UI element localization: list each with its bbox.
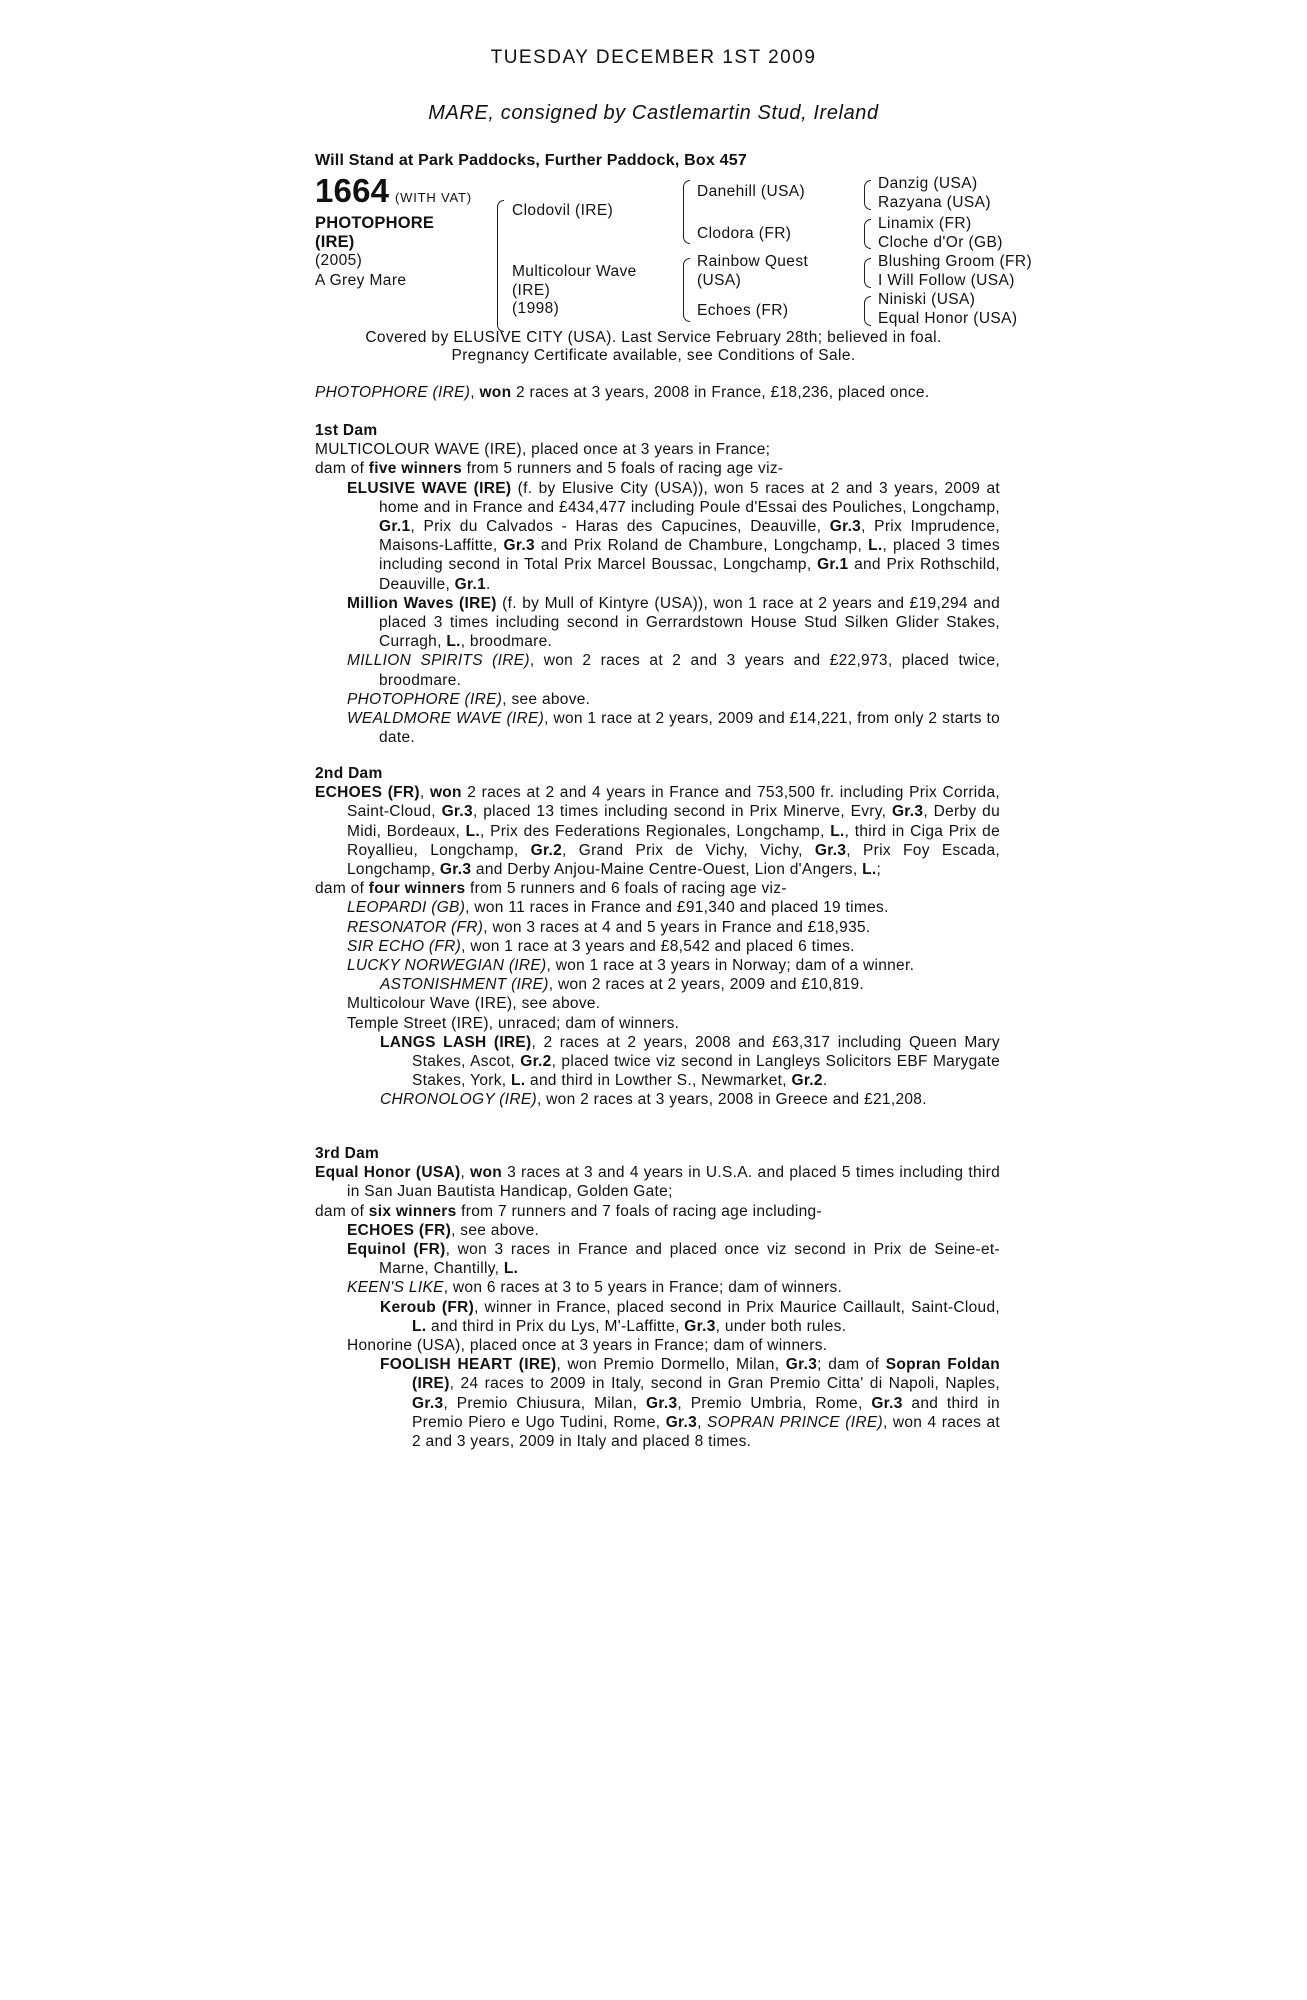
third-dam-heading: 3rd Dam: [315, 1145, 380, 1162]
pedigree-brace-3b: [864, 219, 871, 249]
produce-entry: CHRONOLOGY (IRE), won 2 races at 3 years, 2008 in Greece and £21,208.: [380, 1091, 927, 1109]
pregnancy-line: Pregnancy Certificate available, see Conditions of Sale.: [451, 347, 856, 364]
lot-number: 1664: [315, 172, 390, 209]
produce-entry: LANGS LASH (IRE), 2 races at 2 years, 2008 and £63,317 including Queen Mary Stakes, Ascot, Gr.2, placed twice viz second in Langleys Solicitors EBF Marygate Stakes, York, L. and third in Lowther S., Newmarket, Gr.2.: [380, 1033, 1000, 1090]
pedigree-sire-sire: Danehill (USA): [697, 183, 806, 200]
pedigree-dam-year: (1998): [512, 300, 560, 317]
pedigree-ssd: Razyana (USA): [878, 194, 991, 211]
horse-description: A Grey Mare: [315, 272, 407, 289]
pedigree-dam-country: (IRE): [512, 282, 551, 299]
produce-entry: ASTONISHMENT (IRE), won 2 races at 2 years, 2009 and £10,819.: [380, 976, 865, 994]
pedigree-dam-dam: Echoes (FR): [697, 302, 789, 319]
pedigree-brace-2b: [683, 258, 690, 322]
vat-note: (WITH VAT): [395, 190, 472, 205]
produce-entry: SIR ECHO (FR), won 1 race at 3 years and £8,542 and placed 6 times.: [347, 937, 855, 955]
pedigree-sire-dam: Clodora (FR): [697, 225, 792, 242]
produce-entry: ELUSIVE WAVE (IRE) (f. by Elusive City (USA)), won 5 races at 2 and 3 years, 2009 at home and in France and £434,477 including Poule d'Essai des Pouliches, Longchamp, Gr.1, Prix du Calvados - Haras des Capucines, Deauville, Gr.3, Prix Imprudence, Maisons-Laffitte, Gr.3 and Prix Roland de Chambure, Longchamp, L., placed 3 times including second in Total Prix Marcel Boussac, Longchamp, Gr.1 and Prix Rothschild, Deauville, Gr.1.: [347, 479, 1000, 593]
horse-country: (IRE): [315, 233, 355, 251]
horse-foaled: (2005): [315, 252, 363, 269]
pedigree-brace-3a: [864, 180, 871, 210]
produce-entry: Million Waves (IRE) (f. by Mull of Kintyre (USA)), won 1 race at 2 years and £19,294 and placed 3 times including second in Gerrardstown House Stud Silken Glider Stakes, Curragh, L., broodmare.: [347, 594, 1000, 651]
covered-line: Covered by ELUSIVE CITY (USA). Last Service February 28th; believed in foal.: [365, 329, 942, 346]
summary-won: won: [479, 384, 512, 401]
third-dam-section: [315, 1144, 1000, 1451]
pedigree-brace-3d: [864, 296, 871, 326]
horse-name: PHOTOPHORE: [315, 214, 435, 232]
second-dam-section: [315, 764, 1000, 1110]
pedigree-dsd: I Will Follow (USA): [878, 272, 1015, 289]
produce-entry: WEALDMORE WAVE (IRE), won 1 race at 2 years, 2009 and £14,221, from only 2 starts to date.: [347, 710, 1001, 747]
race-summary: PHOTOPHORE (IRE), won 2 races at 3 years, 2008 in France, £18,236, placed once.: [315, 384, 930, 401]
first-dam-section: [315, 421, 1000, 747]
produce-entry: Multicolour Wave (IRE), see above.: [347, 995, 601, 1013]
third-dam-produce-line: dam of six winners from 7 runners and 7 foals of racing age including-: [315, 1202, 822, 1220]
pedigree-dam-sire: Rainbow Quest: [697, 253, 809, 270]
produce-entry: MILLION SPIRITS (IRE), won 2 races at 2 and 3 years and £22,973, placed twice, broodmare.: [347, 652, 1000, 689]
pedigree-ddd: Equal Honor (USA): [878, 310, 1018, 327]
pedigree-dam: Multicolour Wave: [512, 263, 637, 280]
produce-entry: RESONATOR (FR), won 3 races at 4 and 5 years in France and £18,935.: [347, 918, 871, 936]
produce-entry: LEOPARDI (GB), won 11 races in France and £91,340 and placed 19 times.: [347, 899, 889, 917]
second-dam-produce-line: dam of four winners from 5 runners and 6 foals of racing age viz-: [315, 880, 787, 898]
produce-entry: FOOLISH HEART (IRE), won Premio Dormello, Milan, Gr.3; dam of Sopran Foldan (IRE), 24 races to 2009 in Italy, second in Gran Premio Citta' di Napoli, Naples, Gr.3, Premio Chiusura, Milan, Gr.3, Premio Umbria, Rome, Gr.3 and third in Premio Piero e Ugo Tudini, Rome, Gr.3, SOPRAN PRINCE (IRE), won 4 races at 2 and 3 years, 2009 in Italy and placed 8 times.: [380, 1356, 1001, 1451]
summary-name: PHOTOPHORE (IRE): [315, 384, 471, 401]
first-dam-line: MULTICOLOUR WAVE (IRE), placed once at 3 years in France;: [315, 441, 771, 459]
pedigree-dss: Blushing Groom (FR): [878, 253, 1033, 270]
produce-entry: Equinol (FR), won 3 races in France and placed once viz second in Prix de Seine-et-Marne, Chantilly, L.: [347, 1241, 1000, 1278]
pedigree-brace-1: [497, 200, 504, 332]
produce-entry: ECHOES (FR), see above.: [347, 1221, 540, 1239]
produce-entry: Temple Street (IRE), unraced; dam of winners.: [347, 1014, 680, 1032]
stand-location: Will Stand at Park Paddocks, Further Paddock, Box 457: [315, 152, 747, 169]
pedigree-sds: Linamix (FR): [878, 215, 972, 232]
produce-entry: KEEN'S LIKE, won 6 races at 3 to 5 years in France; dam of winners.: [347, 1279, 843, 1297]
sale-date: TUESDAY DECEMBER 1ST 2009: [490, 47, 817, 68]
pedigree-sss: Danzig (USA): [878, 175, 978, 192]
first-dam-produce-line: dam of five winners from 5 runners and 5 foals of racing age viz-: [315, 460, 784, 478]
produce-entry: Keroub (FR), winner in France, placed second in Prix Maurice Caillault, Saint-Cloud, L. and third in Prix du Lys, M'-Laffitte, Gr.3, under both rules.: [380, 1298, 1000, 1335]
summary-text: 2 races at 3 years, 2008 in France, £18,236, placed once.: [511, 384, 930, 401]
produce-entry: PHOTOPHORE (IRE), see above.: [347, 690, 591, 708]
pedigree-dam-sire-country: (USA): [697, 272, 742, 289]
pedigree-sire: Clodovil (IRE): [512, 202, 614, 219]
pedigree-dds: Niniski (USA): [878, 291, 976, 308]
produce-entry: Honorine (USA), placed once at 3 years in France; dam of winners.: [347, 1337, 828, 1355]
second-dam-record: ECHOES (FR), won 2 races at 2 and 4 years in France and 753,500 fr. including Prix Corrida, Saint-Cloud, Gr.3, placed 13 times including second in Prix Minerve, Evry, Gr.3, Derby du Midi, Bordeaux, L., Prix des Federations Regionales, Longchamp, L., third in Ciga Prix de Royallieu, Longchamp, Gr.2, Grand Prix de Vichy, Vichy, Gr.3, Prix Foy Escada, Longchamp, Gr.3 and Derby Anjou-Maine Centre-Ouest, Lion d'Angers, L.;: [315, 784, 1000, 879]
pedigree-sdd: Cloche d'Or (GB): [878, 234, 1003, 251]
third-dam-record: Equal Honor (USA), won 3 races at 3 and 4 years in U.S.A. and placed 5 times including third in San Juan Bautista Handicap, Golden Gate;: [315, 1164, 1000, 1201]
second-dam-heading: 2nd Dam: [315, 765, 383, 782]
produce-entry: LUCKY NORWEGIAN (IRE), won 1 race at 3 years in Norway; dam of a winner.: [347, 957, 915, 975]
consignment-line: MARE, consigned by Castlemartin Stud, Ireland: [428, 102, 879, 124]
pedigree-brace-2a: [683, 180, 690, 244]
pedigree-brace-3c: [864, 258, 871, 288]
first-dam-heading: 1st Dam: [315, 422, 378, 439]
